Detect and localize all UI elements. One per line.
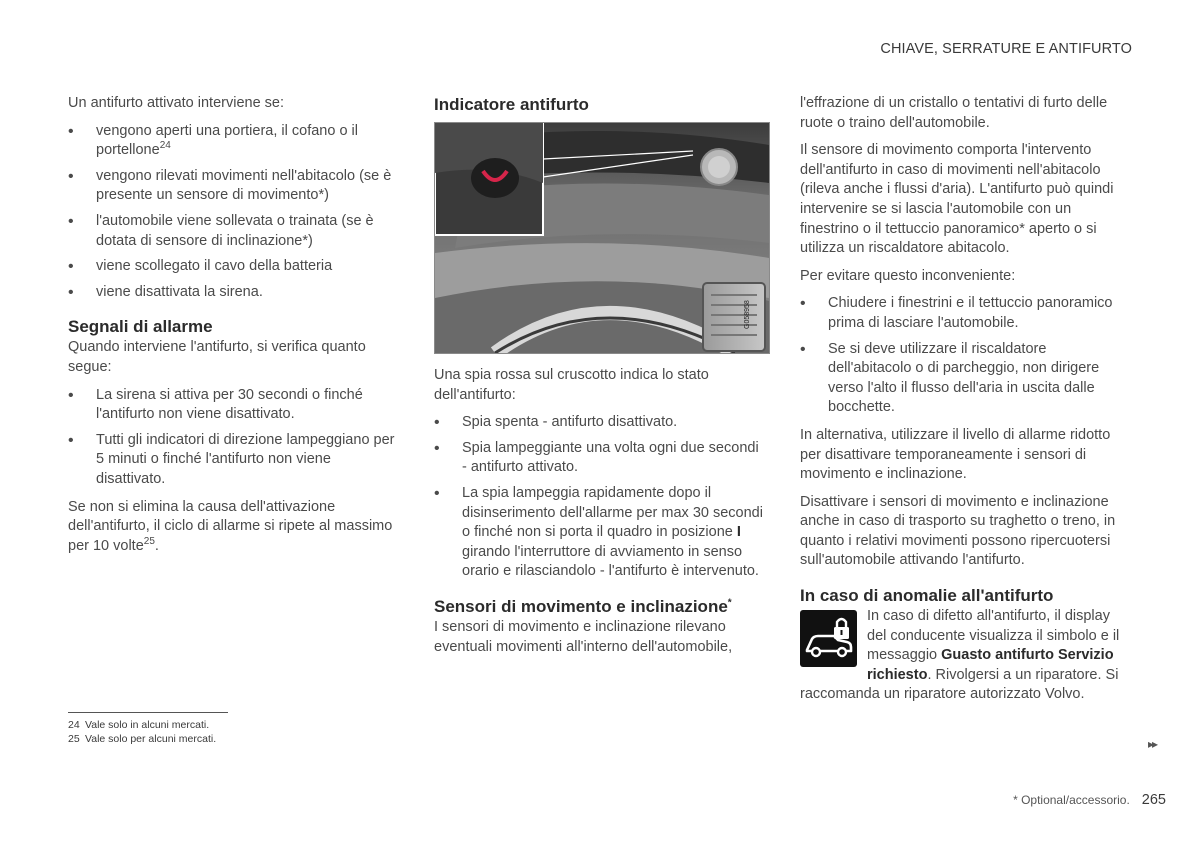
- fault-block: In caso di difetto all'antifurto, il display del conducente visualizza il simbolo e il messaggio Guasto antifurto Servizio richiesto. Rivolgersi a un riparatore. Si raccomanda un riparatore autorizzato Volvo.: [800, 608, 1120, 703]
- repeat-text: Se non si elimina la causa dell'attivazione dell'antifurto, il ciclo di allarme si ripete al massimo per 10 volte$^{25}$.: [68, 498, 393, 554]
- reduced-alarm-text: In alternativa, utilizzare il livello di allarme ridotto per disattivare temporaneamente i sensori di movimento e inclinazione.: [800, 426, 1111, 483]
- list-item: • vengono rilevati movimenti nell'abitacolo (se è presente un sensore di movimento*): [68, 167, 398, 206]
- intro-text: Un antifurto attivato interviene se:: [68, 95, 285, 111]
- figure-code: G058958: [744, 300, 751, 329]
- column-1: [68, 94, 398, 564]
- dashboard-illustration: [434, 122, 770, 354]
- car-lock-warning-icon: [800, 610, 857, 667]
- section-heading-indicator: Indicatore antifurto: [434, 95, 589, 114]
- footnote-25: 25 Vale solo per alcuni mercati.: [68, 733, 217, 745]
- running-title: CHIAVE, SERRATURE E ANTIFURTO: [880, 41, 1132, 57]
- list-item: • Spia lampeggiante una volta ogni due secondi - antifurto attivato.: [434, 439, 766, 478]
- sensors-text: I sensori di movimento e inclinazione rilevano eventuali movimenti all'interno dell'automobile,: [434, 618, 733, 655]
- optional-note: * Optional/accessorio.: [1013, 793, 1130, 807]
- motion-sensor-text: Il sensore di movimento comporta l'intervento dell'antifurto in caso di movimenti nell'abitacolo (rileva anche i flussi d'aria). L'antifurto può quindi intervenire se si lascia l'automobile con un finestrino o il tettuccio panoramico* aperto o si utilizza un riscaldatore abitacolo.: [800, 142, 1114, 257]
- footnote-ref[interactable]: 25: [143, 535, 155, 547]
- optional-mark: *: [727, 597, 732, 609]
- section-heading-fault: In caso di anomalie all'antifurto: [800, 586, 1054, 606]
- footnote-24: 24 Vale solo in alcuni mercati.: [68, 719, 210, 731]
- list-item: • Tutti gli indicatori di direzione lampeggiano per 5 minuti o finché l'antifurto non viene disattivato.: [68, 431, 398, 490]
- fault-message: Guasto antifurto Servizio richiesto: [867, 647, 1114, 683]
- footnotes: [68, 712, 228, 746]
- page-number: 265: [1141, 792, 1166, 808]
- section-heading-alarm: Segnali di allarme: [68, 317, 213, 337]
- next-page-icon[interactable]: ▸▸: [1148, 737, 1157, 751]
- trigger-list: [68, 122, 398, 303]
- footnote-divider: [68, 712, 228, 713]
- list-item: • La sirena si attiva per 30 secondi o finché l'antifurto non viene disattivato.: [68, 386, 398, 425]
- alarm-list: [68, 386, 398, 490]
- list-item: • Se si deve utilizzare il riscaldatore dell'abitacolo o di parcheggio, non dirigere verso l'alto il flusso dell'aria in uscita dalle bocchette.: [800, 340, 1132, 418]
- continued-text: l'effrazione di un cristallo o tentativi di furto delle ruote o traino dell'automobile.: [800, 95, 1108, 131]
- list-item: • viene disattivata la sirena.: [68, 283, 398, 303]
- list-item: • Spia spenta - antifurto disattivato.: [434, 413, 766, 433]
- ignition-position: I: [736, 524, 741, 541]
- section-heading-sensors: Sensori di movimento e inclinazione*: [434, 596, 732, 616]
- column-2: [434, 94, 766, 665]
- transport-text: Disattivare i sensori di movimento e inclinazione anche in caso di trasporto su traghetto o treno, in quanto i relativi movimenti possono ripercuotersi sull'automobile attivando l'antifurto.: [800, 493, 1116, 569]
- list-item: • vengono aperti una portiera, il cofano o il portellone$^{24}$: [68, 122, 398, 161]
- list-item: • La spia lampeggia rapidamente dopo il disinserimento dell'allarme per max 30 secondi o finché non si porta il quadro in posizione I girando l'interruttore di avviamento in senso orario e rilasciandolo - l'antifurto è intervenuto.: [434, 484, 766, 582]
- dashboard-image: [435, 123, 769, 353]
- column-3: [800, 94, 1132, 705]
- list-item: • Chiudere i finestrini e il tettuccio panoramico prima di lasciare l'automobile.: [800, 294, 1132, 333]
- prevention-intro: Per evitare questo inconveniente:: [800, 267, 1016, 284]
- page-footer: [1013, 792, 1166, 808]
- indicator-desc: Una spia rossa sul cruscotto indica lo stato dell'antifurto:: [434, 367, 709, 403]
- alarm-intro: Quando interviene l'antifurto, si verifica quanto segue:: [68, 339, 366, 375]
- list-item: • l'automobile viene sollevata o trainata (se è dotata di sensore di inclinazione*): [68, 212, 398, 251]
- indicator-states: [434, 413, 766, 582]
- list-item: • viene scollegato il cavo della batteria: [68, 257, 398, 277]
- footnote-ref[interactable]: 24: [159, 140, 171, 152]
- tips-list: [800, 294, 1132, 418]
